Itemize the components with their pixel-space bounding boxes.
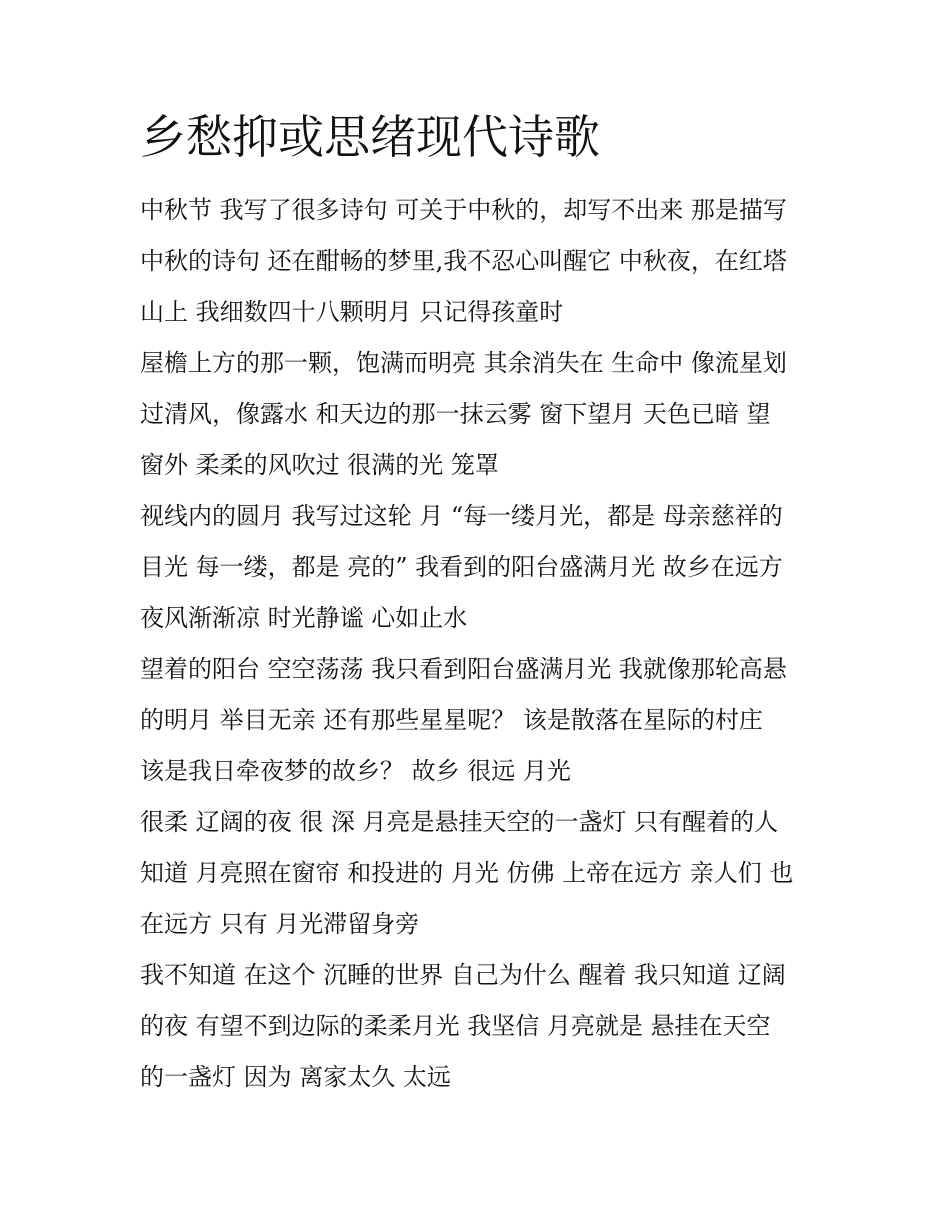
text-line: 该是我日牵夜梦的故乡？ 故乡 很远 月光 [140,757,571,786]
text-line: 目光 每一缕，都是 亮的” 我看到的阳台盛满月光 故乡在远方 [140,553,783,582]
text-line: 我不知道 在这个 沉睡的世界 自己为什么 醒着 我只知道 辽阔 [140,961,786,990]
text-line: 中秋节 我写了很多诗句 可关于中秋的，却写不出来 那是描写 [140,196,787,225]
document-page [140,110,820,1103]
text-line: 知道 月亮照在窗帘 和投进的 月光 仿佛 上帝在远方 亲人们 也 [140,859,794,888]
text-line: 望着的阳台 空空荡荡 我只看到阳台盛满月光 我就像那轮高悬 [140,655,787,684]
text-line: 很柔 辽阔的夜 很 深 月亮是悬挂天空的一盏灯 只有醒着的人 [140,808,779,837]
text-line: 的明月 举目无亲 还有那些星星呢？ 该是散落在星际的村庄 [140,706,763,735]
text-line: 山上 我细数四十八颗明月 只记得孩童时 [140,298,564,327]
text-line: 在远方 只有 月光滞留身旁 [140,910,420,939]
text-line: 夜风渐渐凉 时光静谧 心如止水 [140,604,468,633]
text-line: 的一盏灯 因为 离家太久 太远 [140,1063,451,1092]
text-line: 窗外 柔柔的风吹过 很满的光 笼罩 [140,451,499,480]
page-title: 乡愁抑或思绪现代诗歌 [140,110,600,164]
text-line: 过清风，像露水 和天边的那一抹云雾 窗下望月 天色已暗 望 [140,400,771,429]
text-line: 视线内的圆月 我写过这轮 月 “每一缕月光，都是 母亲慈祥的 [140,502,783,531]
text-line: 屋檐上方的那一颗，饱满而明亮 其余消失在 生命中 像流星划 [140,349,787,378]
text-line: 的夜 有望不到边际的柔柔月光 我坚信 月亮就是 悬挂在天空 [140,1012,771,1041]
poem-body [140,185,820,1103]
text-line: 中秋的诗句 还在酣畅的梦里,我不忍心叫醒它 中秋夜，在红塔 [140,247,787,276]
